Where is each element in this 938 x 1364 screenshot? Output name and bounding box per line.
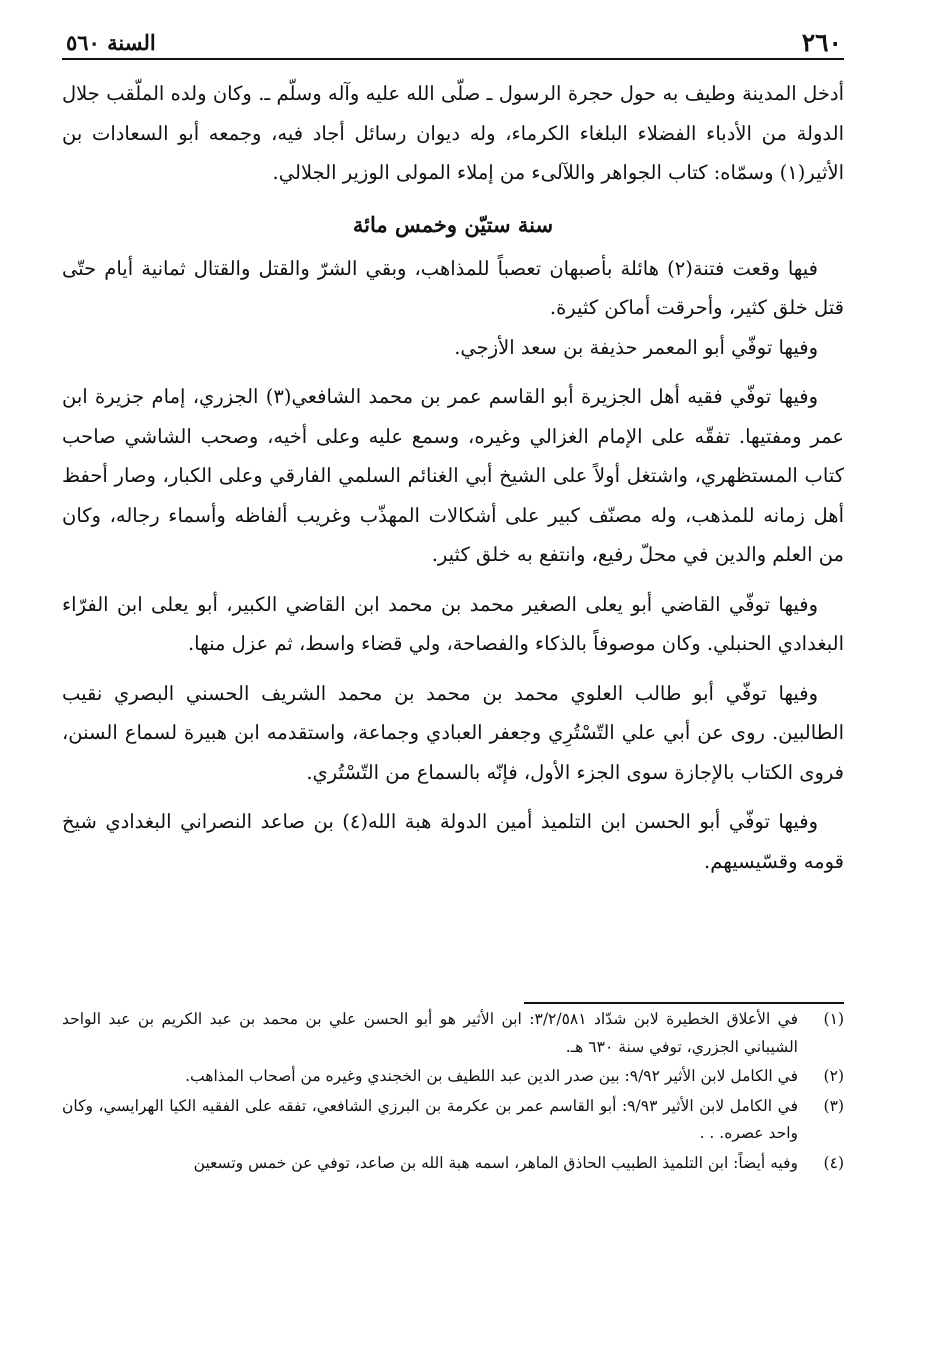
footnote-text: في الكامل لابن الأثير ٩/٩٢: بين صدر الدين عبد اللطيف بن الخجندي وغيره من أصحاب المذاهب.: [185, 1067, 798, 1085]
footnote: [62, 1006, 844, 1061]
footnote-number: (٢): [823, 1067, 844, 1085]
footnotes: [62, 1002, 844, 1177]
running-head: السنة ٥٦٠: [66, 30, 156, 55]
footnote-text: وفيه أيضاً: ابن التلميذ الطبيب الحاذق الماهر، اسمه هبة الله بن صاعد، توفي عن خمس وتسعين: [193, 1153, 798, 1172]
paragraph: وفيها توفّي أبو الحسن ابن التلميذ أمين الدولة هبة الله(٤) بن صاعد النصراني البغدادي شيخ قومه وقسّيسيهم.: [62, 810, 844, 873]
footnote-number: (٤): [823, 1153, 844, 1172]
paragraph: فيها وقعت فتنة(٢) هائلة بأصبهان تعصباً للمذاهب، وبقي الشرّ والقتل والقتال ثمانية أيام حتّى قتل خلق كثير، وأحرقت أماكن كثيرة.: [62, 256, 844, 319]
paragraph: وفيها توفّي القاضي أبو يعلى الصغير محمد بن محمد ابن القاضي الكبير، أبو يعلى ابن الفرّاء البغدادي الحنبلي. وكان موصوفاً بالذكاء والفصاحة، ولي قضاء واسط، ثم عزل منها.: [62, 592, 844, 655]
page-header: [62, 28, 844, 60]
footnote-text: في الكامل لابن الأثير ٩/٩٣: أبو القاسم عمر بن عكرمة بن البرزي الشافعي، تفقه على الفقيه الكيا الهرايسي، وكان واحد عصره. . .: [62, 1096, 798, 1142]
paragraph: وفيها توفّي فقيه أهل الجزيرة أبو القاسم عمر بن محمد الشافعي(٣) الجزري، إمام جزيرة ابن عمر ومفتيها. تفقّه على الإمام الغزالي وغيره، وسمع عليه وعلى أخيه، وصحب الشاشي صاحب كتاب المستظهري، واشتغل أولاً على الشيخ أبي الغنائم السلمي الفارقي وعلى الكبار، وصار أحفظ أهل زمانه للمذهب، وله مصنّف كبير على أشكالات المهذّب وغريب ألفاظه وأسماء رجاله، وكان من العلم والدين في محلّ رفيع، وانتفع به خلق كثير.: [62, 385, 844, 566]
footnote-text: في الأعلاق الخطيرة لابن شدّاد ٣/٢/٥٨١: ابن الأثير هو أبو الحسن علي بن محمد بن عبد الكريم بن عبد الواحد الشيباني الجزري، توفي سنة ٦٣٠ هـ.: [62, 1010, 798, 1056]
footnote: [62, 1093, 844, 1148]
book-page: [62, 28, 844, 881]
footnote: [62, 1063, 844, 1091]
footnote-divider: [524, 1002, 844, 1004]
page-number: ٢٦٠: [801, 28, 842, 57]
intro-paragraph: أدخل المدينة وطيف به حول حجرة الرسول ـ صلّى الله عليه وآله وسلّم ـ. وكان ولده الملّقب جلال الدولة من الأدباء الفضلاء البلغاء الكرماء، وله ديوان رسائل أجاد فيه، وجمعه أبو السعادات بن الأثير(١) وسمّاه: كتاب الجواهر واللآلىء من إملاء المولى الوزير الجلالي.: [62, 82, 844, 184]
footnote-number: (٣): [823, 1096, 844, 1115]
footnote: [62, 1150, 844, 1178]
main-text: [62, 74, 844, 881]
paragraph: وفيها توفّي أبو المعمر حذيفة بن سعد الأزجي.: [454, 335, 818, 359]
paragraph: وفيها توفّي أبو طالب العلوي محمد بن محمد بن محمد الشريف الحسني البصري نقيب الطالبين. روى عن أبي علي التّسْتُرِي وجعفر العبادي وجماعة، واستقدمه ابن هبيرة لسماع السنن، فروى الكتاب بالإجازة سوى الجزء الأول، فإنّه بالسماع من التّسْتُري.: [62, 681, 844, 784]
footnote-number: (١): [823, 1010, 844, 1028]
section-title: سنة ستيّن وخمس مائة: [352, 211, 554, 237]
